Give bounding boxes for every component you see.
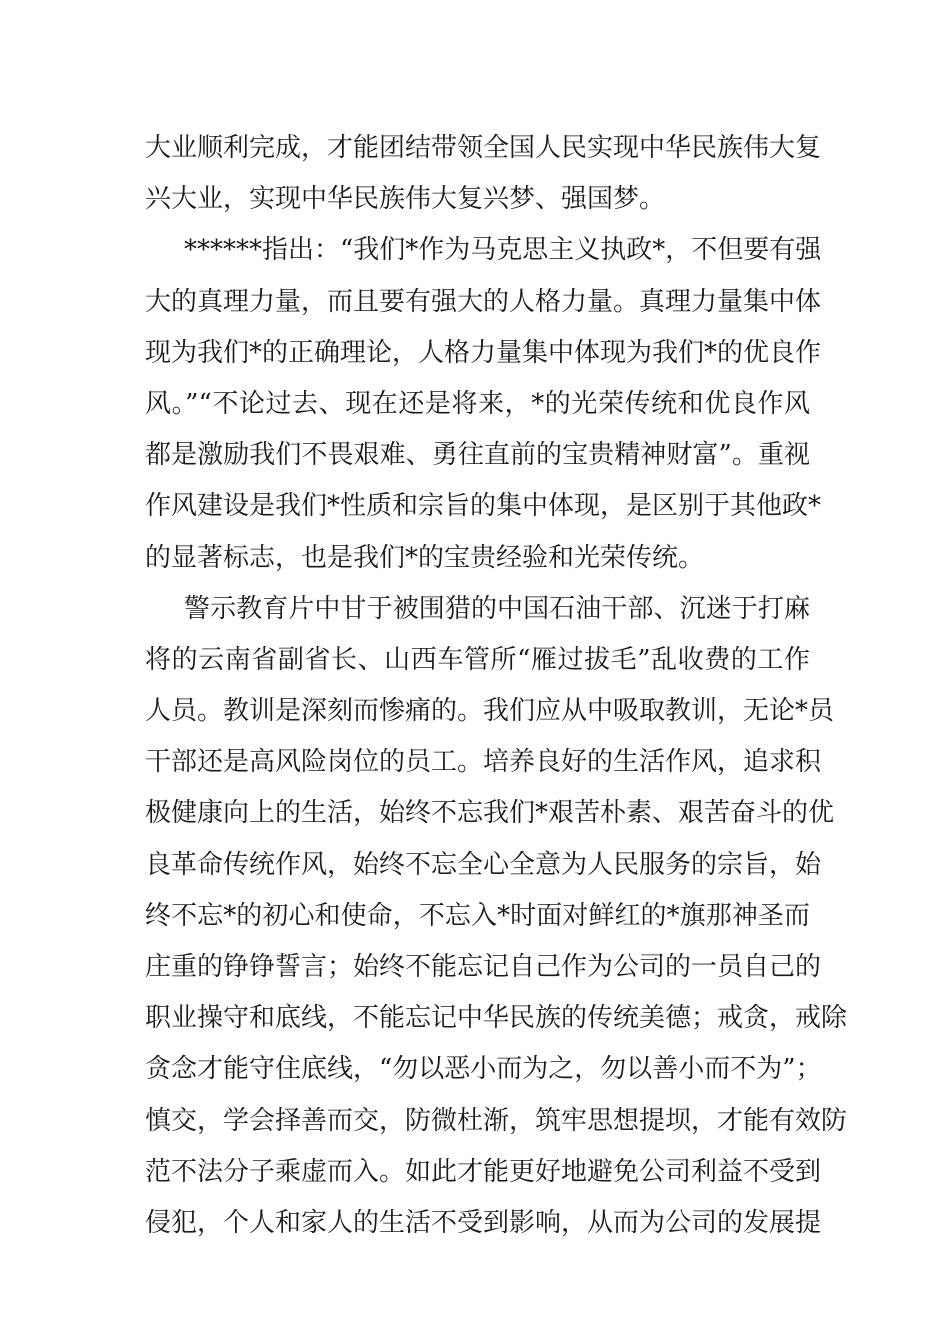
paragraph-3-line-12: 范不法分子乘虚而入。如此才能更好地避免公司利益不受到 xyxy=(145,1156,822,1187)
paragraph-3-line-13: 侵犯，个人和家人的生活不受到影响，从而为公司的发展提 xyxy=(145,1207,822,1238)
paragraph-3-line-4: 干部还是高风险岗位的员工。培养良好的生活作风，追求积 xyxy=(145,747,822,778)
paragraph-2-line-5: 都是激励我们不畏艰难、勇往直前的宝贵精神财富”。重视 xyxy=(145,440,810,471)
paragraph-3-line-9: 职业操守和底线，不能忘记中华民族的传统美德；戒贪，戒除 xyxy=(145,1003,848,1034)
paragraph-2-line-7: 的显著标志，也是我们*的宝贵经验和光荣传统。 xyxy=(145,542,705,573)
paragraph-2-line-6: 作风建设是我们*性质和宗旨的集中体现，是区别于其他政* xyxy=(145,491,822,522)
body-text xyxy=(145,123,848,1249)
paragraph-3-line-6: 良革命传统作风，始终不忘全心全意为人民服务的宗旨，始 xyxy=(145,849,822,880)
paragraph-2-line-4: 风。”“不论过去、现在还是将来，*的光荣传统和优良作风 xyxy=(145,388,810,419)
paragraph-1-line-2: 兴大业，实现中华民族伟大复兴梦、强国梦。 xyxy=(145,184,666,215)
paragraph-2-line-2: 大的真理力量，而且要有强大的人格力量。真理力量集中体 xyxy=(145,286,822,317)
paragraph-3-line-2: 将的云南省副省长、山西车管所“雁过拔毛”乱收费的工作 xyxy=(145,644,810,675)
paragraph-2-line-3: 现为我们*的正确理论，人格力量集中体现为我们*的优良作 xyxy=(145,337,822,368)
paragraph-3-line-7: 终不忘*的初心和使命，不忘入*时面对鲜红的*旗那神圣而 xyxy=(145,900,810,931)
paragraph-2-line-1: ******指出：“我们*作为马克思主义执政*，不但要有强 xyxy=(184,235,822,266)
paragraph-3-line-5: 极健康向上的生活，始终不忘我们*艰苦朴素、艰苦奋斗的优 xyxy=(145,798,835,829)
paragraph-3-line-8: 庄重的铮铮誓言；始终不能忘记自己作为公司的一员自己的 xyxy=(145,952,822,982)
paragraph-3-line-1: 警示教育片中甘于被围猎的中国石油干部、沉迷于打麻 xyxy=(184,593,810,624)
paragraph-3-line-3: 人员。教训是深刻而惨痛的。我们应从中吸取教训，无论*员 xyxy=(145,696,835,727)
paragraph-3-line-10: 贪念才能守住底线，“勿以恶小而为之，勿以善小而不为”； xyxy=(145,1054,822,1085)
paragraph-3-line-11: 慎交，学会择善而交，防微杜渐，筑牢思想提坝，才能有效防 xyxy=(145,1105,848,1136)
paragraph-1-line-1: 大业顺利完成，才能团结带领全国人民实现中华民族伟大复 xyxy=(145,133,822,163)
